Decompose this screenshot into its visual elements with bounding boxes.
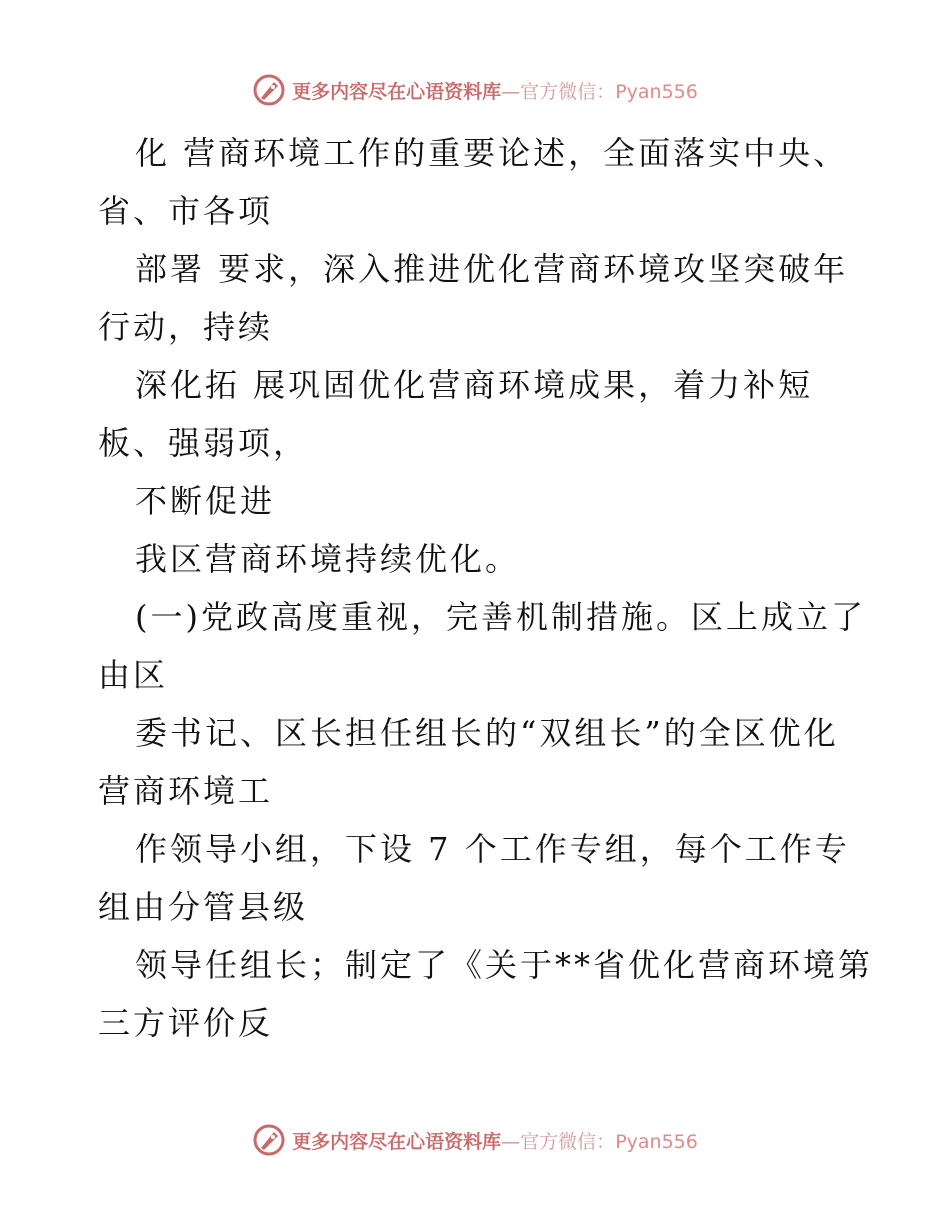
text-line: 不断促进 [135,482,276,520]
text-line: 板、强弱项， [98,424,309,462]
watermark-official-label: 官方微信： [520,1130,616,1153]
text-line: 部署 要求，深入推进优化营商环境攻坚突破年 [135,250,849,288]
watermark-official-label: 官方微信： [520,80,616,103]
watermark-separator: — [501,1130,521,1153]
watermark-brand: 更多内容尽在心语资料库 [292,1130,502,1153]
header-watermark [0,70,950,110]
watermark-wechat-id: Pyan556 [615,1130,698,1153]
document-body [98,124,874,1052]
watermark-text [292,77,698,104]
text-line: 作领导小组，下设 7 个工作专组，每个工作专 [135,830,850,868]
text-line: 深化拓 展巩固优化营商环境成果，着力补短 [135,366,814,404]
text-line: 组由分管县级 [98,888,309,926]
watermark-wechat-id: Pyan556 [615,80,698,103]
text-line: 三方评价反 [98,1004,274,1042]
pen-nib-logo-icon [252,1123,286,1157]
text-line: 由区 [98,656,169,694]
text-line: (一)党政高度重视，完善机制措施。区上成立了 [135,598,866,636]
text-line: 省、市各项 [98,192,274,230]
text-line: 领导任组长；制定了《关于**省优化营商环境第 [135,946,874,984]
watermark-brand: 更多内容尽在心语资料库 [292,80,502,103]
watermark-separator: — [501,80,521,103]
pen-nib-logo-icon [252,73,286,107]
text-line: 化 营商环境工作的重要论述，全面落实中央、 [135,134,849,172]
text-line: 营商环境工 [98,772,274,810]
footer-watermark [0,1120,950,1160]
text-line: 委书记、区长担任组长的“双组长”的全区优化 [135,714,839,752]
watermark-text [292,1127,698,1154]
text-line: 行动，持续 [98,308,274,346]
text-line: 我区营商环境持续优化。 [135,540,521,578]
